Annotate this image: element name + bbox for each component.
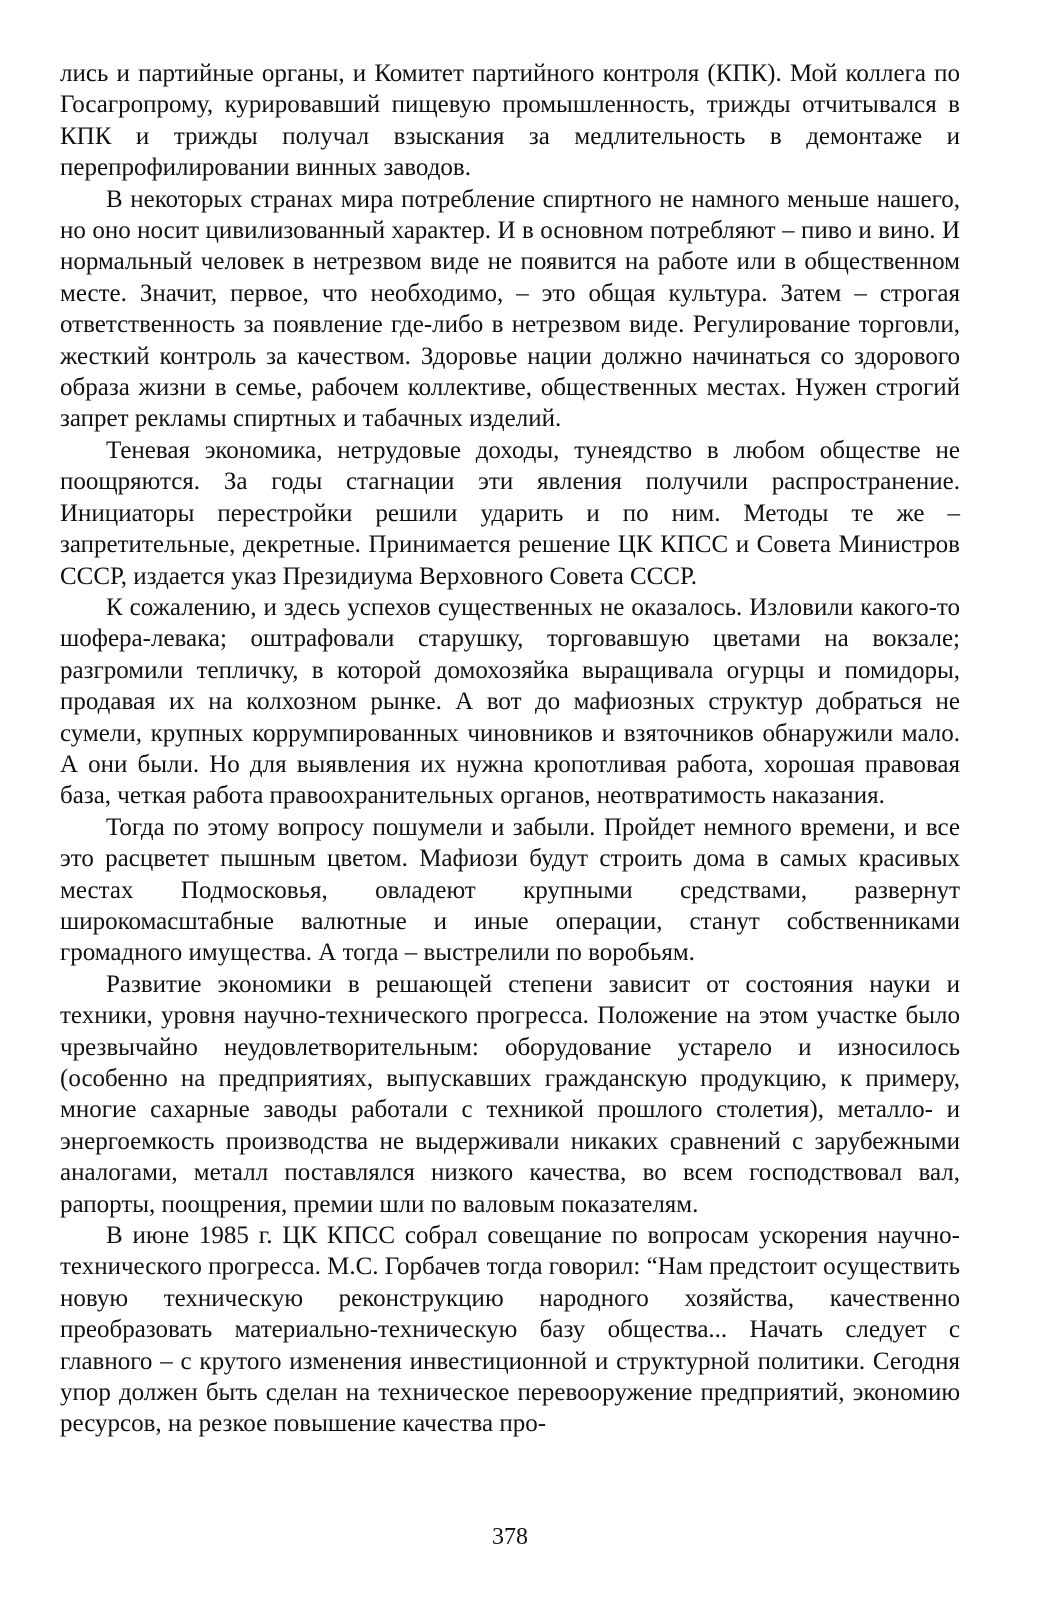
- book-page: [60, 58, 960, 1598]
- paragraph-6: Развитие экономики в решающей степени зависит от состояния науки и техники, уровня научно-технического прогресса. Положение на этом участке было чрезвычайно неудовлетворительным: оборудование устарело и износилось (особенно на предприятиях, выпускавших гражданскую продукцию, к примеру, многие сахарные заводы работали с техникой прошлого столетия), металло- и энергоемкость производства не выдерживали никаких сравнений с зарубежными аналогами, металл поставлялся низкого качества, во всем господствовал вал, рапорты, поощрения, премии шли по валовым показателям.: [60, 970, 960, 1218]
- paragraph-5: Тогда по этому вопросу пошумели и забыли. Пройдет немного времени, и все это расцветет пышным цветом. Мафиози будут строить дома в самых красивых местах Подмосковья, овладеют крупными средствами, развернут широкомасштабные валютные и иные операции, станут собственниками громадного имущества. А тогда – выстрелили по воробьям.: [60, 813, 960, 967]
- paragraph-2: В некоторых странах мира потребление спиртного не намного меньше нашего, но оно носит цивилизованный характер. И в основном потребляют – пиво и вино. И нормальный человек в нетрезвом виде не появится на работе или в общественном месте. Значит, первое, что необходимо, – это общая культура. Затем – строгая ответственность за появление где-либо в нетрезвом виде. Регулирование торговли, жесткий контроль за качеством. Здоровье нации должно начинаться со здорового образа жизни в семье, рабочем коллективе, общественных местах. Нужен строгий запрет рекламы спиртных и табачных изделий.: [60, 185, 960, 433]
- paragraph-3: Теневая экономика, нетрудовые доходы, тунеядство в любом обществе не поощряются. За годы стагнации эти явления получили распространение. Инициаторы перестройки решили ударить и по ним. Методы те же – запретительные, декретные. Принимается решение ЦК КПСС и Совета Министров СССР, издается указ Президиума Верховного Совета СССР.: [60, 436, 960, 590]
- paragraph-7: В июне 1985 г. ЦК КПСС собрал совещание по вопросам ускорения научно-технического прогресса. М.С. Горбачев тогда говорил: “Нам предстоит осуществить новую техническую реконструкцию народного хозяйства, качественно преобразовать материально-техническую базу общества... Начать следует с главного – с крутого изменения инвестиционной и структурной политики. Сегодня упор должен быть сделан на техническое перевооружение предприятий, экономию ресурсов, на резкое повышение качества про-: [60, 1222, 960, 1438]
- paragraph-1-continuation: лись и партийные органы, и Комитет партийного контроля (КПК). Мой коллега по Госагропрому, курировавший пищевую промышленность, трижды отчитывался в КПК и трижды получал взыскания за медлительность в демонтаже и перепрофилировании винных заводов.: [60, 60, 960, 182]
- paragraph-4: К сожалению, и здесь успехов существенных не оказалось. Изловили какого-то шофера-левака; оштрафовали старушку, торговавшую цветами на вокзале; разгромили тепличку, в которой домохозяйка выращивала огурцы и помидоры, продавая их на колхозном рынке. А вот до мафиозных структур добраться не сумели, крупных коррумпированных чиновников и взяточников обнаружили мало. А они были. Но для выявления их нужна кропотливая работа, хорошая правовая база, четкая работа правоохранительных органов, неотвратимость наказания.: [60, 593, 960, 810]
- body-text: [60, 58, 960, 1440]
- page-number: 378: [492, 1524, 528, 1550]
